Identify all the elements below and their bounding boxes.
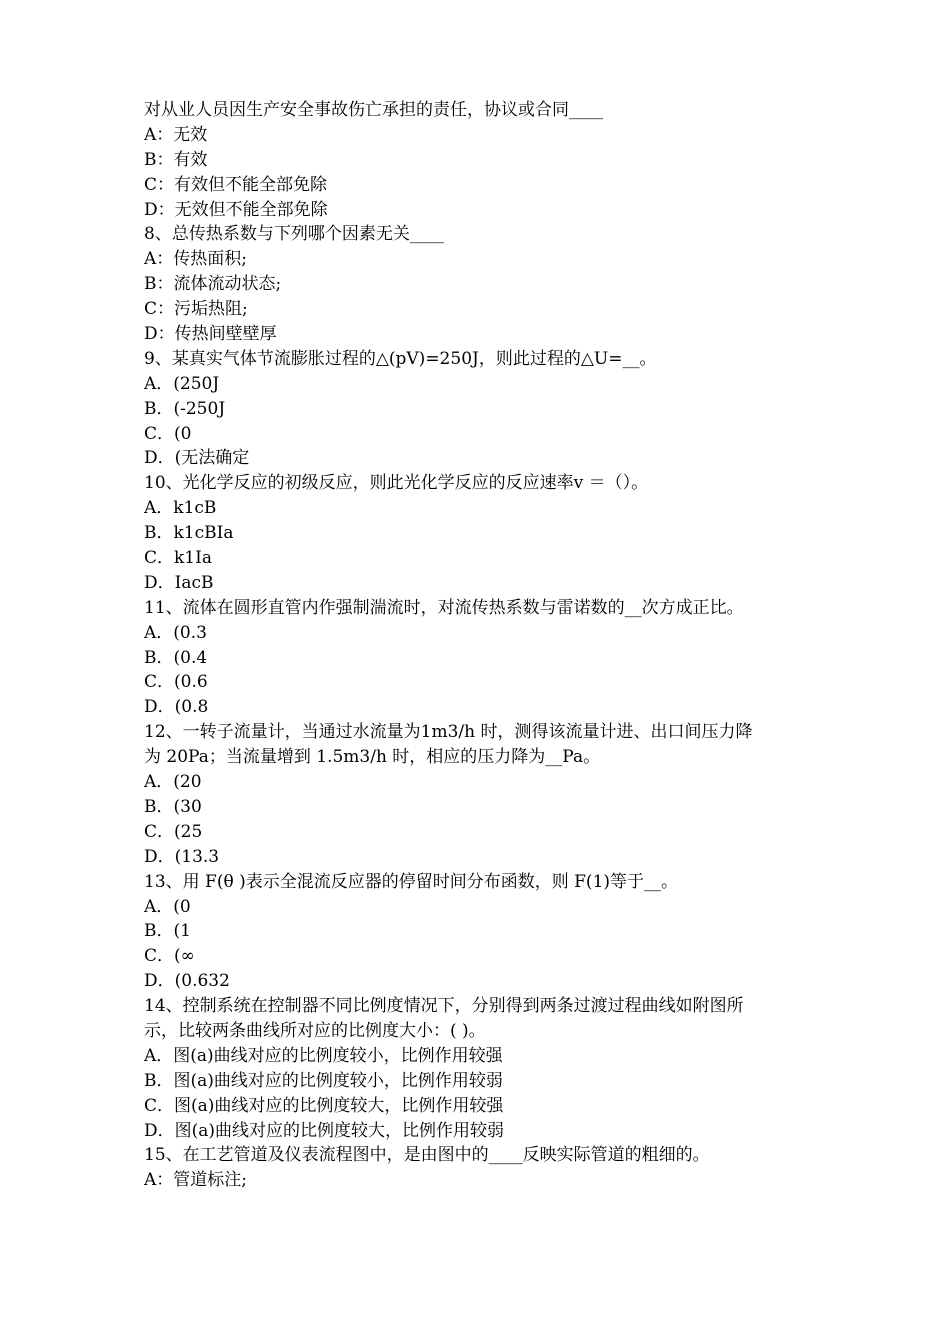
question-9-stem: 9、某真实气体节流膨胀过程的△(pV)=250J，则此过程的△U=__。 [144, 348, 657, 369]
question-12-option-b: B．(30 [144, 796, 202, 817]
question-7-option-d: D：无效但不能全部免除 [144, 199, 328, 220]
question-8-option-a: A：传热面积; [144, 249, 248, 270]
question-14-stem-line-1: 14、控制系统在控制器不同比例度情况下，分别得到两条过渡过程曲线如附图所 [144, 996, 744, 1017]
question-8-option-d: D：传热间壁壁厚 [144, 324, 277, 345]
question-8-stem: 8、总传热系数与下列哪个因素无关____ [144, 224, 444, 245]
question-13-option-b: B．(1 [144, 921, 191, 942]
question-11-option-b: B．(0.4 [144, 647, 208, 668]
question-10-option-a: A．k1cB [144, 498, 217, 519]
question-7-stem: 对从业人员因生产安全事故伤亡承担的责任，协议或合同____ [144, 100, 603, 120]
question-9-option-d: D．(无法确定 [144, 448, 250, 469]
question-10-option-b: B．k1cBIa [144, 523, 234, 544]
question-9-option-b: B．(-250J [144, 398, 226, 419]
question-11-option-c: C．(0.6 [144, 672, 208, 693]
question-11-option-a: A．(0.3 [144, 622, 207, 643]
question-15-stem: 15、在工艺管道及仪表流程图中，是由图中的____反映实际管道的粗细的。 [144, 1145, 710, 1166]
question-7-option-b: B：有效 [144, 149, 208, 170]
question-12-stem-line-1: 12、一转子流量计，当通过水流量为1m3/h 时，测得该流量计进、出口间压力降 [144, 722, 753, 743]
question-11-stem: 11、流体在圆形直管内作强制湍流时，对流传热系数与雷诺数的__次方成正比。 [144, 597, 744, 618]
question-7-option-c: C：有效但不能全部免除 [144, 174, 328, 195]
question-13-option-a: A．(0 [144, 896, 191, 917]
question-14-option-d: D．图(a)曲线对应的比例度较大，比例作用较弱 [144, 1120, 505, 1141]
question-13-stem: 13、用 F(θ )表示全混流反应器的停留时间分布函数，则 F(1)等于__。 [144, 871, 679, 892]
question-8-option-c: C：污垢热阻; [144, 299, 248, 320]
question-14-option-c: C．图(a)曲线对应的比例度较大，比例作用较强 [144, 1095, 504, 1116]
question-15-option-a: A：管道标注; [144, 1170, 248, 1191]
question-10-option-d: D．IacB [144, 572, 214, 593]
question-9-option-a: A．(250J [144, 373, 220, 394]
question-7-option-a: A：无效 [144, 124, 208, 145]
question-12-option-c: C．(25 [144, 821, 203, 842]
question-12-option-a: A．(20 [144, 772, 202, 793]
question-10-option-c: C．k1Ia [144, 548, 212, 569]
question-10-stem: 10、光化学反应的初级反应，则此光化学反应的反应速率v ＝（）。 [144, 473, 649, 494]
question-14-option-b: B．图(a)曲线对应的比例度较小，比例作用较弱 [144, 1070, 503, 1091]
question-9-option-c: C．(0 [144, 423, 192, 444]
question-14-stem-line-2: 示，比较两条曲线所对应的比例度大小：( )。 [144, 1020, 486, 1041]
question-8-option-b: B：流体流动状态; [144, 274, 282, 295]
question-11-option-d: D．(0.8 [144, 697, 209, 718]
question-13-option-d: D．(0.632 [144, 971, 230, 992]
question-12-stem-line-2: 为 20Pa；当流量增到 1.5m3/h 时，相应的压力降为__Pa。 [144, 747, 601, 768]
document-body [144, 98, 824, 1193]
question-14-option-a: A．图(a)曲线对应的比例度较小，比例作用较强 [144, 1045, 503, 1066]
question-12-option-d: D．(13.3 [144, 846, 220, 867]
question-13-option-c: C．(∞ [144, 946, 195, 967]
